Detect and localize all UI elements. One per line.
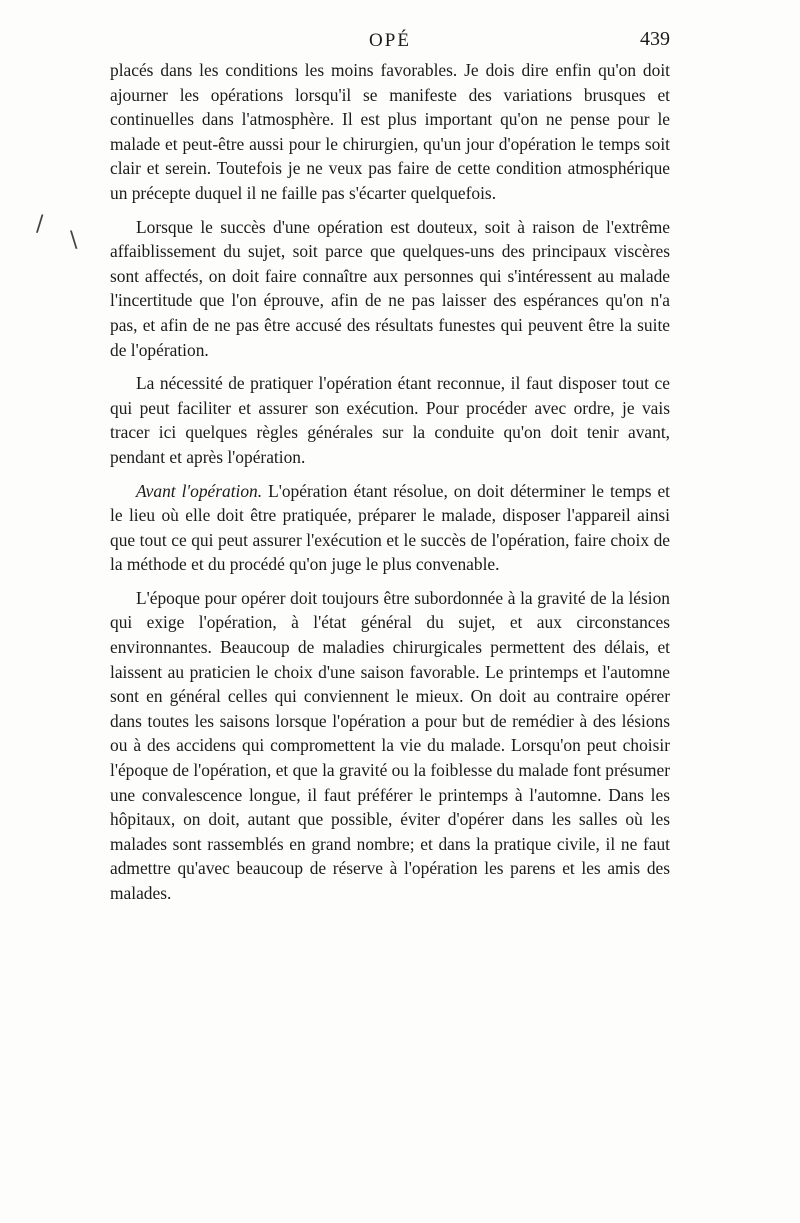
page-body xyxy=(110,58,670,915)
paragraph-necessity xyxy=(110,371,670,469)
paragraph-text: L'époque pour opérer doit toujours être subordonnée à la gravité de la lésion qui exige l'opération, à l'état général du sujet, et aux circonstances environnantes. Beaucoup de maladies chirurgicales permettent des délais, et laissent au praticien le choix d'une saison favorable. Le printemps et l'automne sont en général celles qui conviennent le mieux. On doit au contraire opérer dans toutes les saisons lorsque l'opération a pour but de remédier à des lésions ou à des accidens qui compromettent la vie du malade. Lorsqu'on peut choisir l'époque de l'opération, et que la gravité ou la foiblesse du malade font présumer une convalescence longue, il faut préférer le printemps à l'automne. Dans les hôpitaux, on doit, autant que possible, éviter d'opérer dans les salles où les malades sont rassemblés en grand nombre; et dans la pratique civile, il ne faut admettre qu'avec beaucoup de réserve à l'opération les parens et les amis des malades. xyxy=(110,587,670,903)
paragraph-continuation xyxy=(110,58,670,206)
section-lead: Avant l'opération. xyxy=(136,480,263,501)
page-header xyxy=(110,26,670,54)
paragraph-timing xyxy=(110,586,670,906)
paragraph-text: L'opération étant résolue, on doit déterminer le temps et le lieu où elle doit être pratiquée, préparer le malade, disposer l'appareil ainsi que tout ce qui peut assurer l'exécution et le succès de l'opération, faire choix de la méthode et du procédé qu'on juge le plus convenable. xyxy=(110,480,671,575)
paragraph-text: Lorsque le succès d'une opération est douteux, soit à raison de l'extrême affaiblissement du sujet, soit parce que quelques-uns des principaux viscères sont affectés, on doit faire connaître aux personnes qui s'intéressent au malade l'incertitude que l'on éprouve, afin de ne pas laisser des espérances qu'on n'a pas, et afin de ne pas être accusé des résultats funestes qui peuvent être la suite de l'opération. xyxy=(110,216,670,360)
paragraph-before-operation xyxy=(110,479,670,577)
paragraph-text: La nécessité de pratiquer l'opération étant reconnue, il faut disposer tout ce qui peut faciliter et assurer son exécution. Pour procéder avec ordre, je vais tracer ici quelques règles générales sur la conduite qu'on doit tenir avant, pendant et après l'opération. xyxy=(110,373,670,467)
paragraph-text: placés dans les conditions les moins favorables. Je dois dire enfin qu'on doit ajourner les opérations lorsqu'il se manifeste des variations brusques et continuelles dans l'atmosphère. Il est plus important qu'on ne pense pour le malade et peut-être aussi pour le chirurgien, qu'un jour d'opération le temps soit clair et serein. Toutefois je ne veux pas faire de cette condition atmosphérique un précepte duquel il ne faille pas s'écarter quelquefois. xyxy=(110,60,670,203)
margin-stroke-right: \ xyxy=(70,228,78,253)
running-head: OPÉ xyxy=(369,30,411,51)
page-number: 439 xyxy=(640,28,670,50)
paragraph-uncertain-success xyxy=(110,215,670,363)
margin-stroke-left: / xyxy=(36,212,44,237)
